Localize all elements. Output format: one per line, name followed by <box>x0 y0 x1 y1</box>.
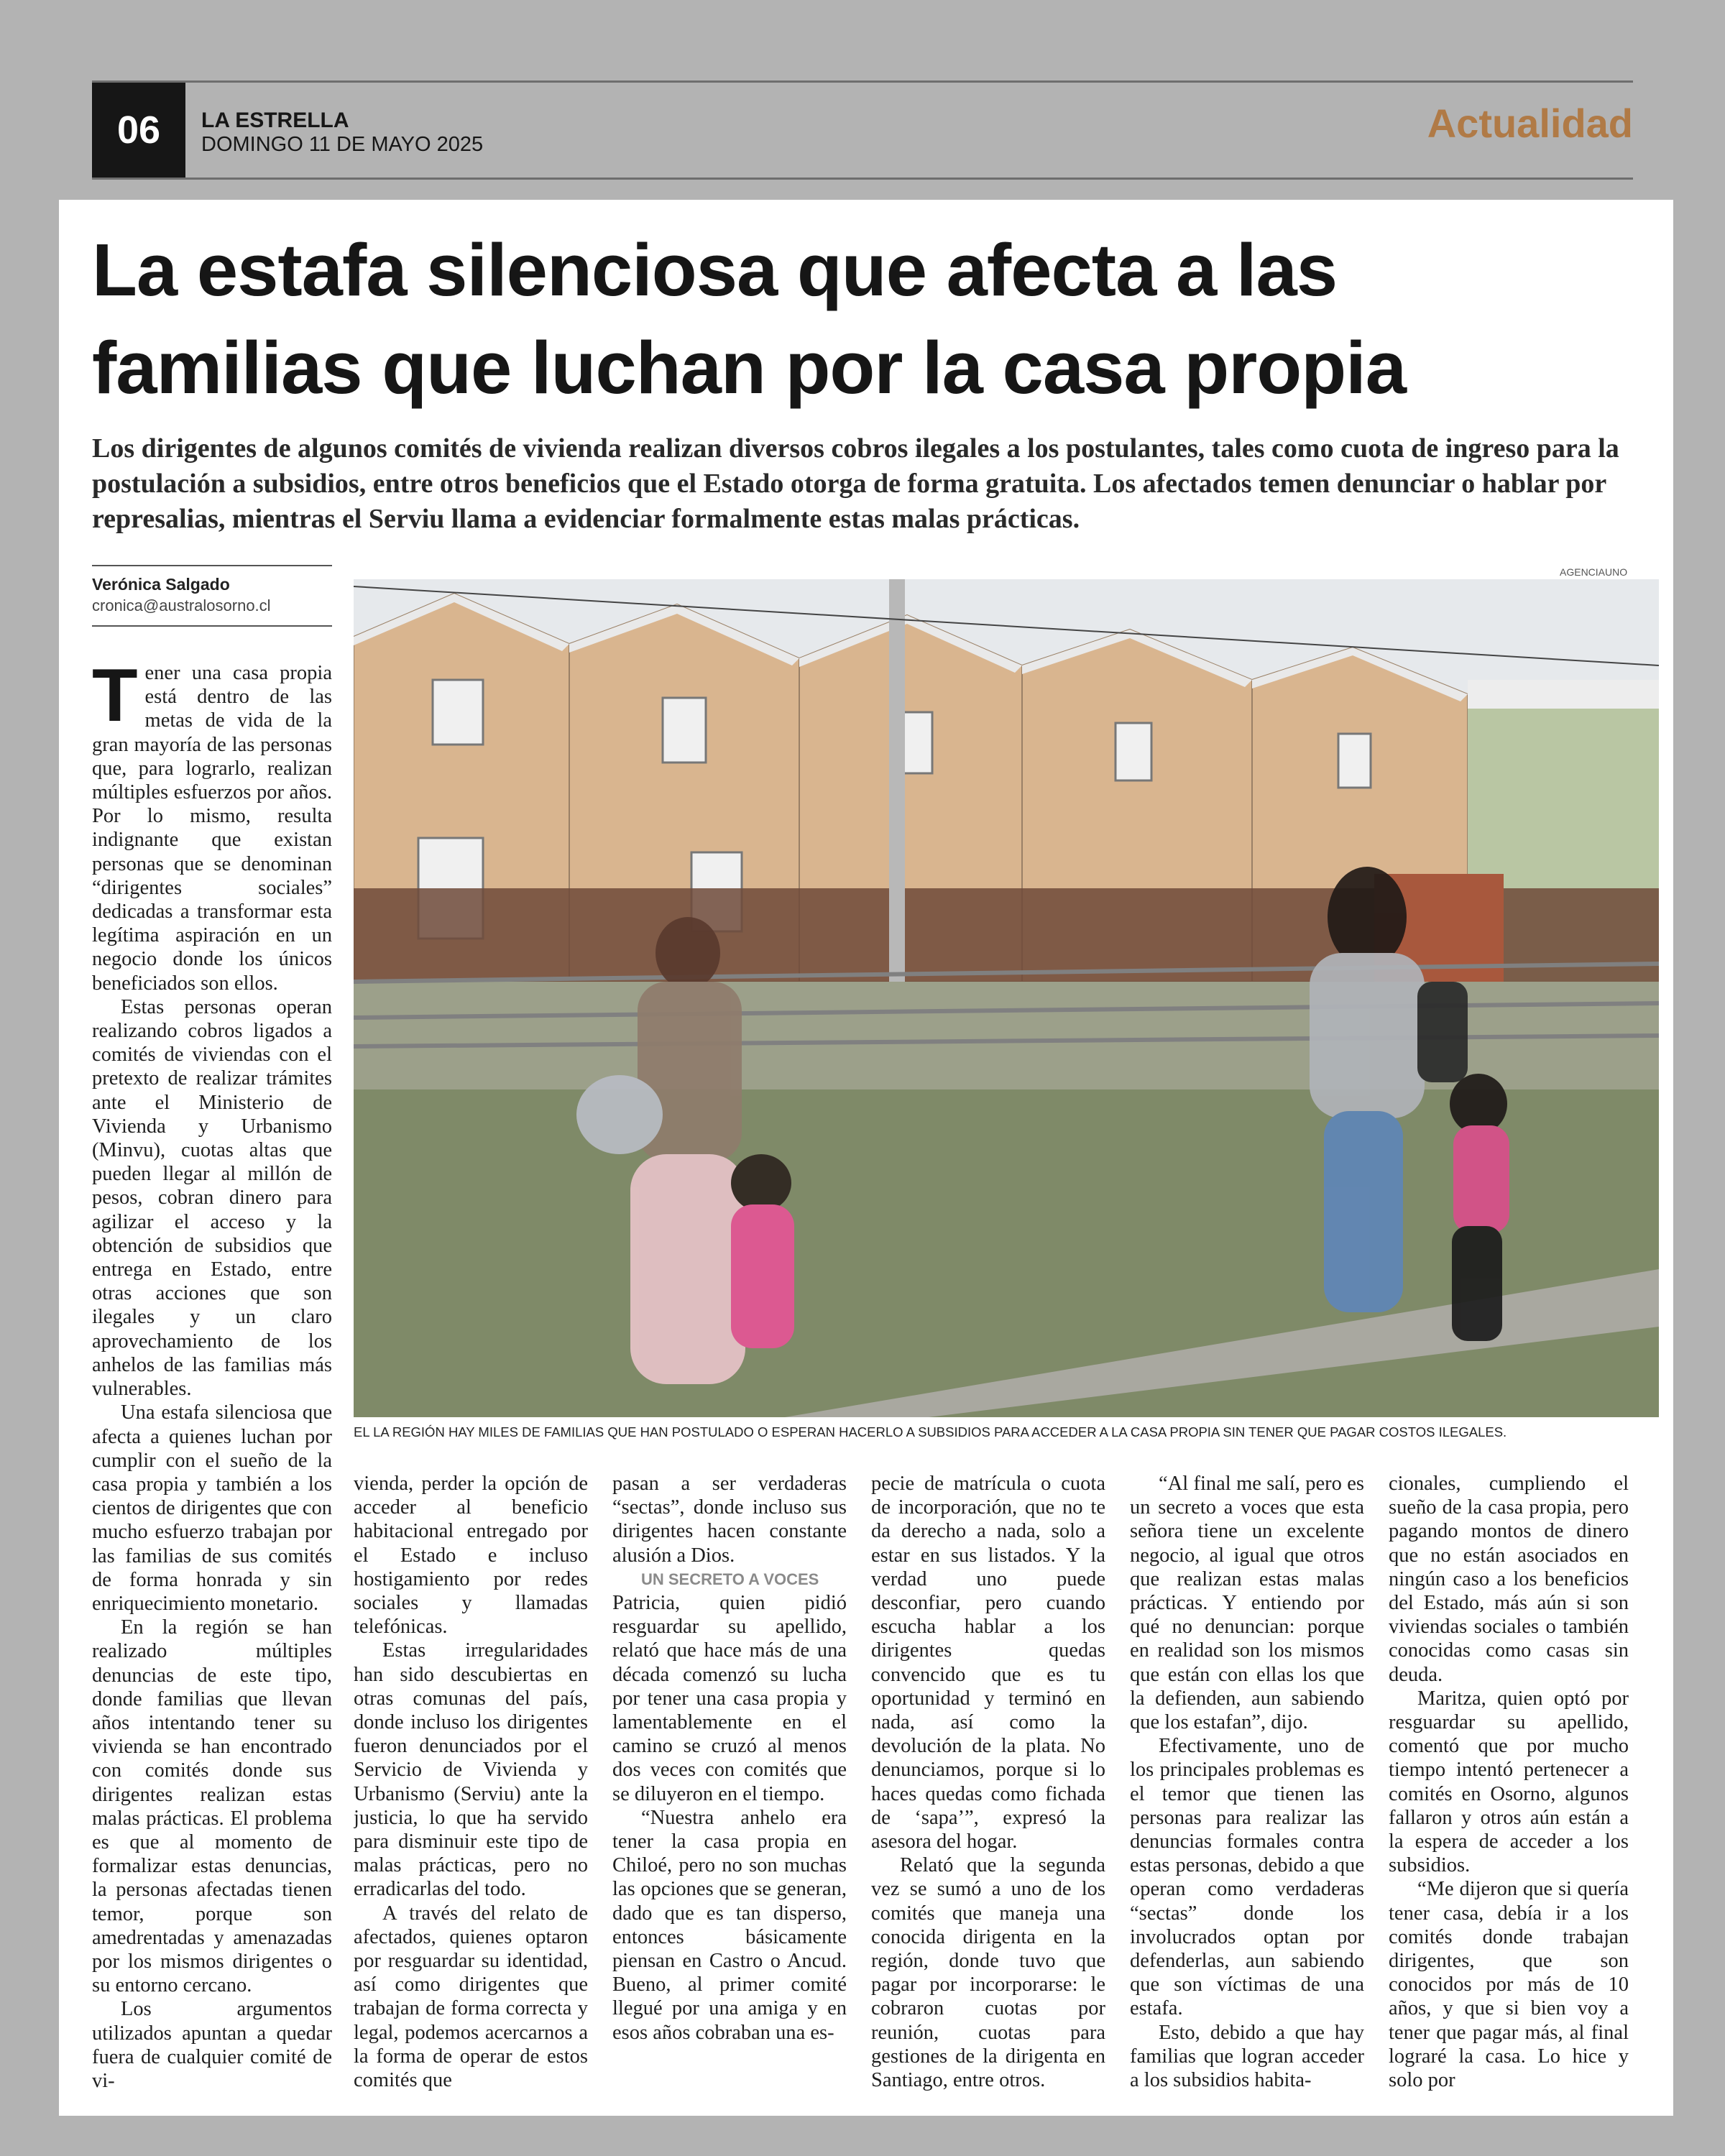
article-page <box>59 200 1673 2116</box>
paragraph: vienda, perder la opción de acceder al beneficio habitacional entregado por el Estado e incluso hostigamiento por redes sociales y llamadas telefónicas. <box>354 1473 588 1639</box>
section-label: Actualidad <box>1427 101 1633 146</box>
body-column-3 <box>612 1472 847 2091</box>
headline <box>92 221 1644 417</box>
photo-caption: EL LA REGIÓN HAY MILES DE FAMILIAS QUE HAN POSTULADO O ESPERAN HACERLO A SUBSIDIOS PARA ACCEDER A LA CASA PROPIA SIN TENER QUE PAGAR COSTOS ILEGALES. <box>354 1424 1507 1439</box>
byline-bottom-rule <box>92 625 332 627</box>
paragraph: Los argumentos utilizados apuntan a quedar fuera de cualquier comité de vi- <box>92 1998 332 2091</box>
body-column-5 <box>1130 1472 1364 2091</box>
paragraph: pecie de matrícula o cuota de incorporación, que no te da derecho a nada, solo a estar en sus listados. Y la verdad uno puede desconfiar, pero cuando escucha hablar a los dirigentes quedas convencido que es tu oportunidad y terminó en nada, así como la devolución de la plata. No denunciamos, porque si lo haces quedas como fichada de ‘sapa’”, expresó la asesora del hogar. <box>871 1473 1105 1853</box>
dropcap: T <box>92 661 138 737</box>
page-header <box>92 80 1633 180</box>
paragraph: Efectivamente, uno de los principales problemas es el temor que tienen las personas para realizar las denuncias formales contra estas personas, debido a que operan como verdaderas “sectas” donde los involucrados optan por defenderlas, aun sabiendo que son víctimas de una estafa. <box>1130 1735 1364 2020</box>
housing-photo-illustration <box>354 579 1659 1417</box>
body-column-2 <box>354 1472 588 2091</box>
paragraph: En la región se han realizado múltiples denuncias de este tipo, donde familias que llevan años intentando tener su vivienda se han encontrado con comités donde sus dirigentes realizan estas malas prácticas. El problema es que al momento de formalizar estas denuncias, la personas afectadas tienen temor, porque son amedrentadas y amenazadas por los mismos dirigentes o su entorno cercano. <box>92 1616 332 1997</box>
headline-line-1: La estafa silenciosa que afecta a las <box>92 229 1338 311</box>
photo-credit: AGENCIAUNO <box>1560 566 1628 578</box>
author-email: cronica@australosorno.cl <box>92 596 271 614</box>
byline-top-rule <box>92 565 332 566</box>
paragraph: A través del relato de afectados, quienes optaron por resguardar su identidad, así como dirigentes que trabajan de forma correcta y legal, podemos acercarnos a la forma de operar de estos comités que <box>354 1902 588 2091</box>
headline-line-2: familias que luchan por la casa propia <box>92 326 1407 409</box>
body-column-4 <box>871 1472 1105 2091</box>
issue-date: DOMINGO 11 DE MAYO 2025 <box>201 133 484 156</box>
paragraph: Patricia, quien pidió resguardar su apellido, relató que hace más de una década comenzó su lucha por tener una casa propia y lamentablemente en el camino se cruzó al menos dos veces con comités que se diluyeron en el tiempo. <box>612 1592 847 1805</box>
paragraph: Una estafa silenciosa que afecta a quienes luchan por cumplir con el sueño de la casa propia y también a los cientos de dirigentes que con mucho esfuerzo trabajan por las familias de sus comités de forma honrada y sin enriquecimiento monetario. <box>92 1401 332 1615</box>
section-subheading: UN SECRETO A VOCES <box>641 1570 819 1588</box>
paragraph: Tener una casa propia está dentro de las metas de vida de la gran mayoría de las personas que, para lograrlo, realizan múltiples esfuerzos por años. Por lo mismo, resulta indignante que existan personas que se denominan “dirigentes sociales” dedicadas a transformar esta legítima aspiración en un negocio donde los únicos beneficiados son ellos. <box>92 661 332 995</box>
paragraph: pasan a ser verdaderas “sectas”, donde incluso sus dirigentes hacen constante alusión a Dios. <box>612 1473 847 1567</box>
paragraph: cionales, cumpliendo el sueño de la casa propia, pero pagando montos de dinero que no están asociados en ningún caso a los beneficios del Estado, más aún si son viviendas sociales o también conocidas como casas sin deuda. <box>1389 1473 1629 1686</box>
page-number: 06 <box>92 83 185 178</box>
newspaper-name: LA ESTRELLA <box>201 109 349 132</box>
author-name: Verónica Salgado <box>92 575 230 594</box>
paragraph: Estas personas operan realizando cobros ligados a comités de viviendas con el pretexto de realizar trámites ante el Ministerio de Vivienda y Urbanismo (Minvu), cuotas altas que pueden llegar al millón de pesos, cobran dinero para agilizar el acceso y la obtención de subsidios que entrega en Estado, entre otras acciones que son ilegales y un claro aprovechamiento de los anhelos de las familias más vulnerables. <box>92 995 332 1401</box>
body-column-1 <box>92 661 332 2091</box>
paragraph: Relató que la segunda vez se sumó a uno de los comités que maneja una conocida dirigenta en la región, donde tuvo que pagar por incorporarse: le cobraron cuotas por reunión, cuotas para gestiones de la dirigenta en Santiago, entre otros. <box>871 1854 1105 2091</box>
body-column-6 <box>1389 1472 1629 2091</box>
paragraph: Esto, debido a que hay familias que logran acceder a los subsidios habita- <box>1130 2021 1364 2091</box>
paragraph: Maritza, quien optó por resguardar su apellido, comentó que por mucho tiempo intentó pertenecer a comités en Osorno, algunos fallaron y otros aún están a la espera de acceder a los subsidios. <box>1389 1687 1629 1877</box>
article-photo <box>354 579 1659 1417</box>
paragraph: “Nuestra anhelo era tener la casa propia en Chiloé, pero no son muchas las opciones que se generan, dado que es tan disperso, entonces básicamente piensan en Castro o Ancud. Bueno, al primer comité llegué por una amiga y en esos años cobraban una es- <box>612 1806 847 2044</box>
subheadline: Los dirigentes de algunos comités de vivienda realizan diversos cobros ilegales a los postulantes, tales como cuota de ingreso para la postulación a subsidios, entre otros beneficios que el Estado otorga de forma gratuita. Los afectados temen denunciar o hablar por represalias, mientras el Serviu llama a evidenciar formalmente estas malas prácticas. <box>92 433 1619 534</box>
paragraph: “Me dijeron que si quería tener casa, debía ir a los comités donde trabajan dirigentes, que son conocidos por más de 10 años, y que si bien voy a tener que pagar más, al final lograré la casa. Lo hice y solo por <box>1389 1878 1629 2091</box>
paragraph: Estas irregularidades han sido descubiertas en otras comunas del país, donde incluso los dirigentes fueron denunciados por el Servicio de Vivienda y Urbanismo (Serviu) ante la justicia, lo que ha servido para disminuir este tipo de malas prácticas, pero no erradicarlas del todo. <box>354 1639 588 1901</box>
paragraph: “Al final me salí, pero es un secreto a voces que esta señora tiene un excelente negocio, al igual que otros que realizan estas malas prácticas. Y entiendo por qué no denuncian: porque en realidad son los mismos que están con ellas los que la defienden, aun sabiendo que los estafan”, dijo. <box>1130 1473 1364 1734</box>
